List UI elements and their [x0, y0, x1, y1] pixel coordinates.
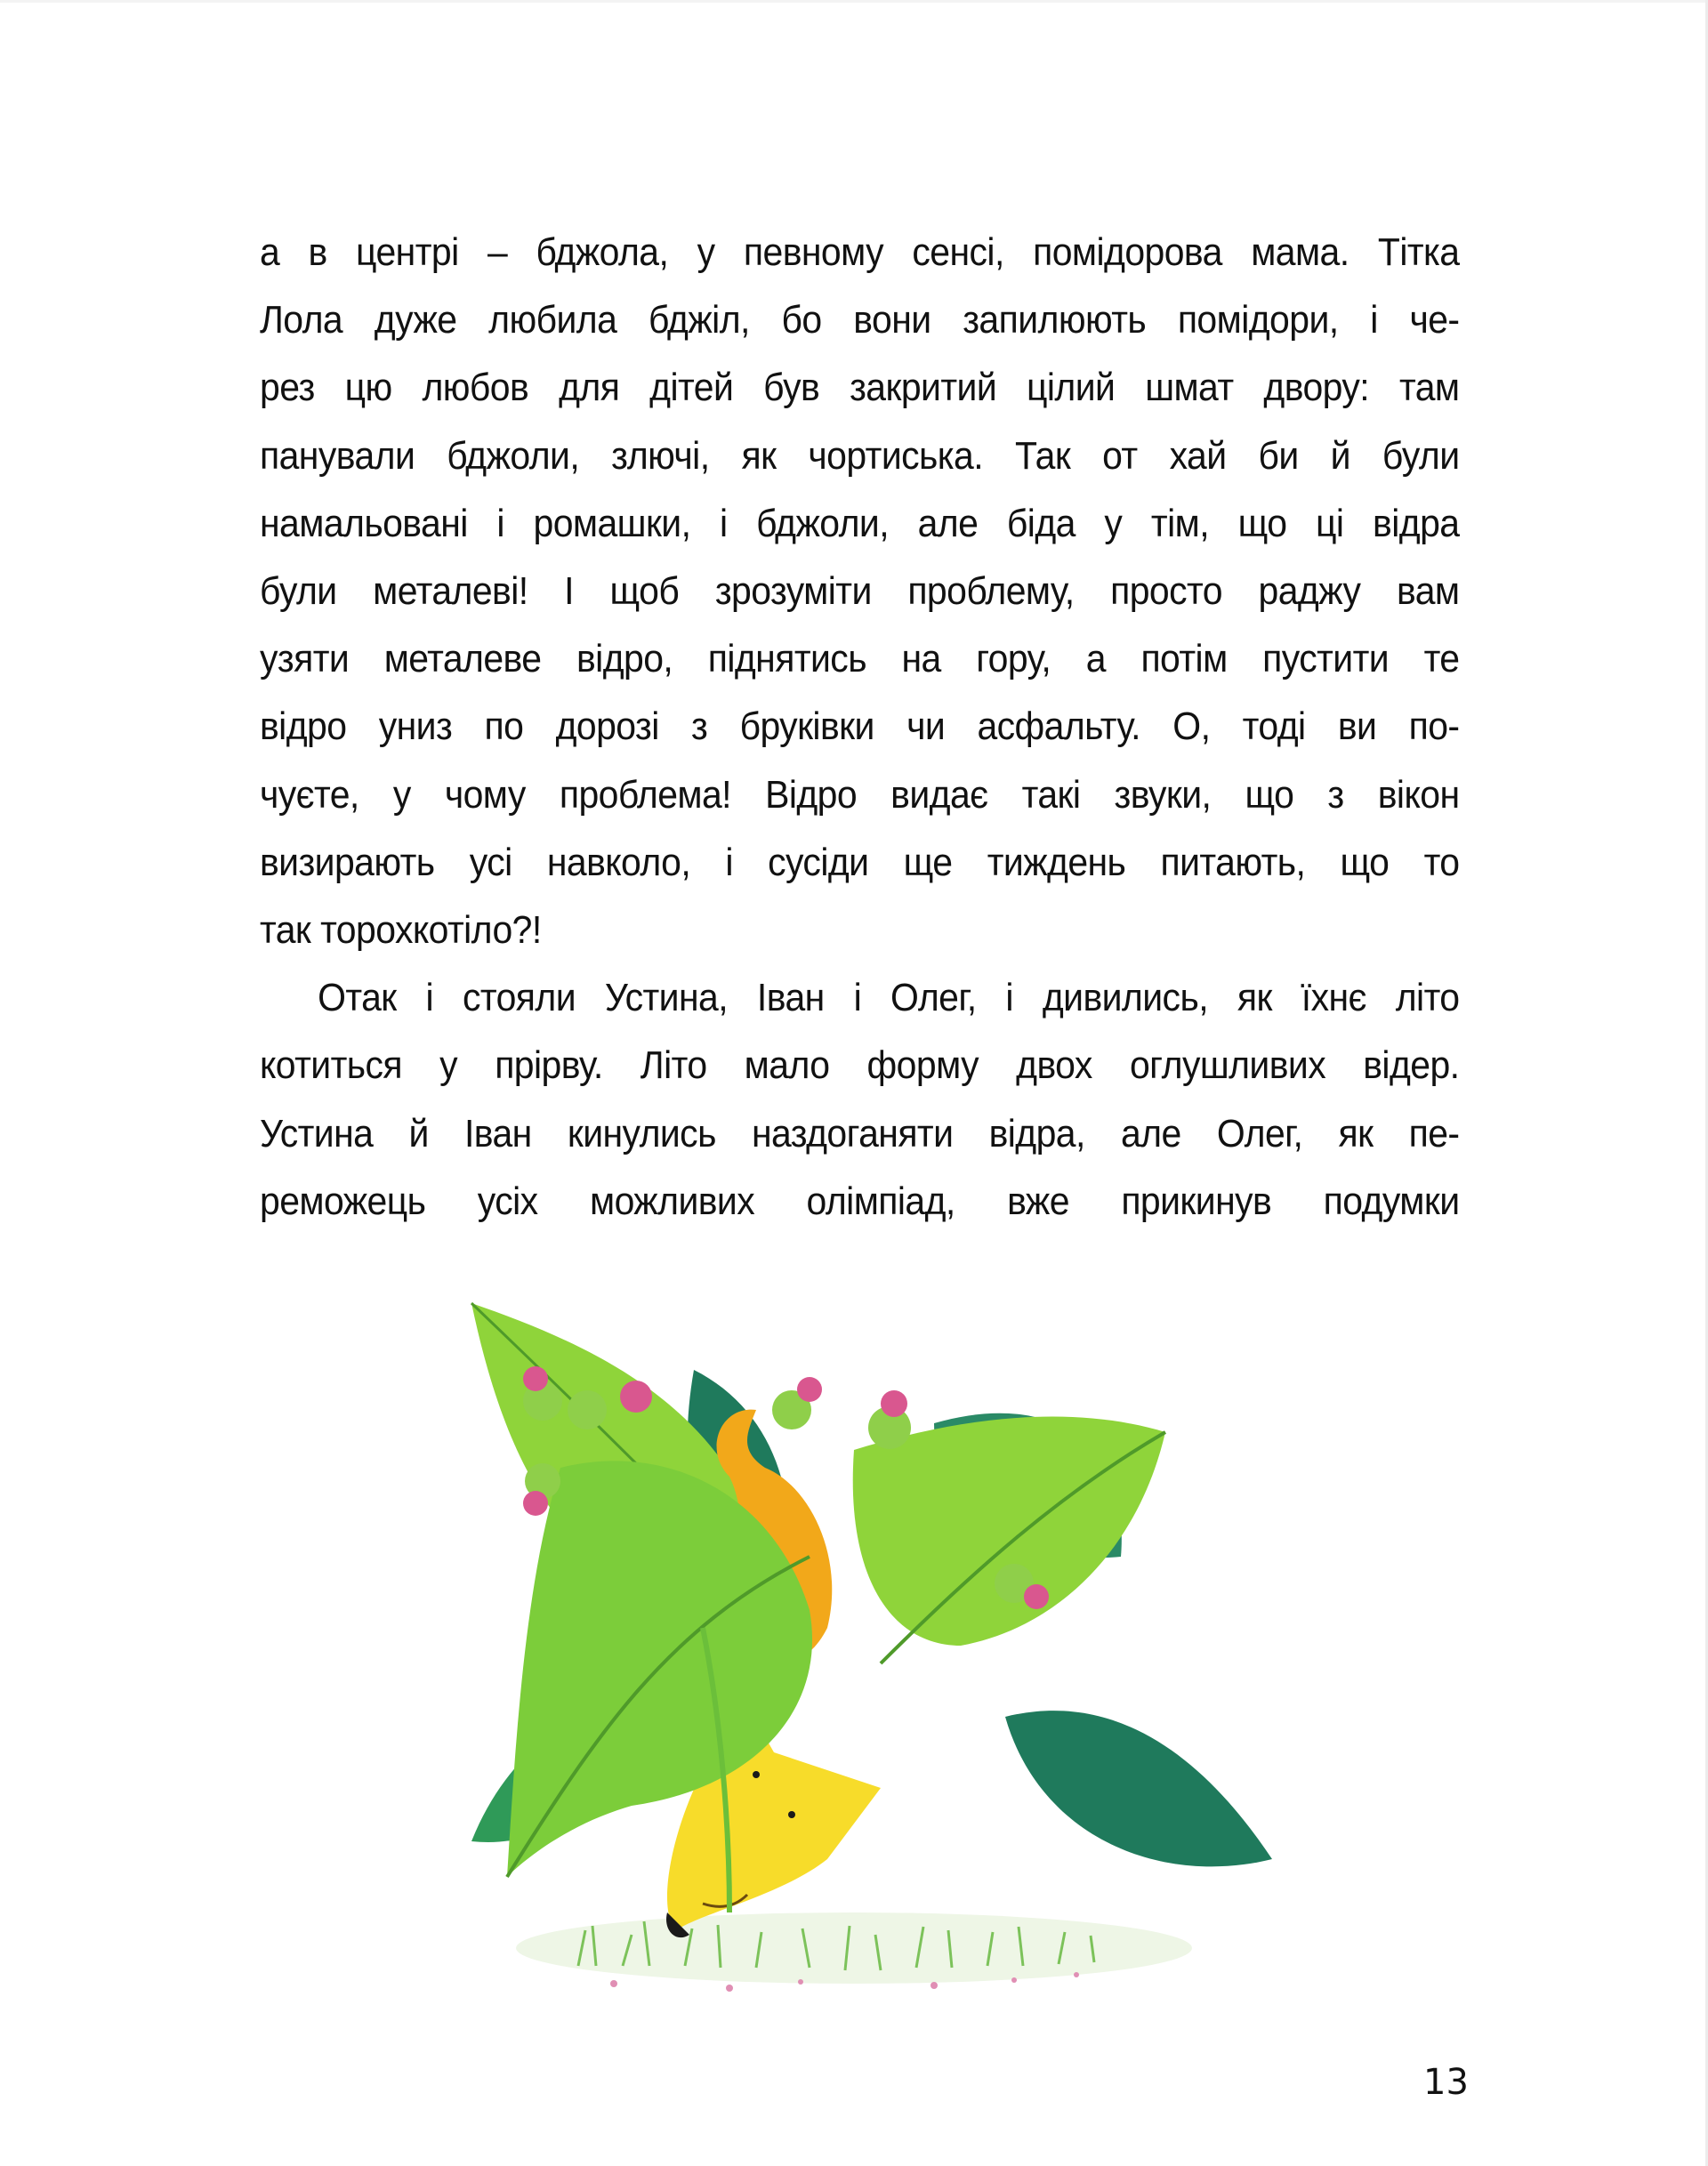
leaf-dark — [1005, 1711, 1272, 1866]
text-line: визирають усі навколо, і сусіди ще тиждень питають, що то — [260, 840, 1460, 884]
text-line: так торохкотіло?! — [260, 908, 542, 953]
text-line: Устина й Іван кинулись наздоганяти відра, але Олег, як пе- — [260, 1111, 1460, 1155]
text-line: намальовані і ромашки, і бджоли, але біда у тім, що ці відра — [260, 501, 1460, 545]
fox-eye — [788, 1811, 795, 1818]
text-line: реможець усіх можливих олімпіад, вже прикинув подумки — [260, 1179, 1460, 1223]
fox-under-leaves-illustration — [436, 1290, 1308, 2001]
text-line: Лола дуже любила бджіл, бо вони запилюють помідори, і че- — [260, 298, 1460, 342]
text-line: відро униз по дорозі з бруківки чи асфальту. О, тоді ви по- — [260, 705, 1460, 749]
text-line: були металеві! І щоб зрозуміти проблему, просто раджу вам — [260, 569, 1460, 614]
ground-shadow — [516, 1912, 1192, 1984]
leaf-light — [853, 1417, 1165, 1646]
text-line: а в центрі – бджола, у певному сенсі, помідорова мама. Тітка — [260, 230, 1460, 274]
text-line: панували бджоли, злючі, як чортиська. Так от хай би й були — [260, 433, 1460, 478]
body-text — [260, 219, 1459, 1236]
text-line: котиться у прірву. Літо мало форму двох оглушливих відер. — [260, 1043, 1460, 1088]
text-line: чуєте, у чому проблема! Відро видає такі звуки, що з вікон — [260, 772, 1460, 817]
page-top-edge — [0, 0, 1708, 3]
text-line: рез цю любов для дітей був закритий цілий шмат двору: там — [260, 366, 1460, 410]
text-line: узяти металеве відро, піднятись на гору, а потім пустити те — [260, 637, 1460, 681]
page-number: 13 — [1423, 2062, 1469, 2103]
text-line-indented: Отак і стояли Устина, Іван і Олег, і дивились, як їхнє літо — [318, 976, 1460, 1020]
fox-eye — [753, 1771, 760, 1778]
